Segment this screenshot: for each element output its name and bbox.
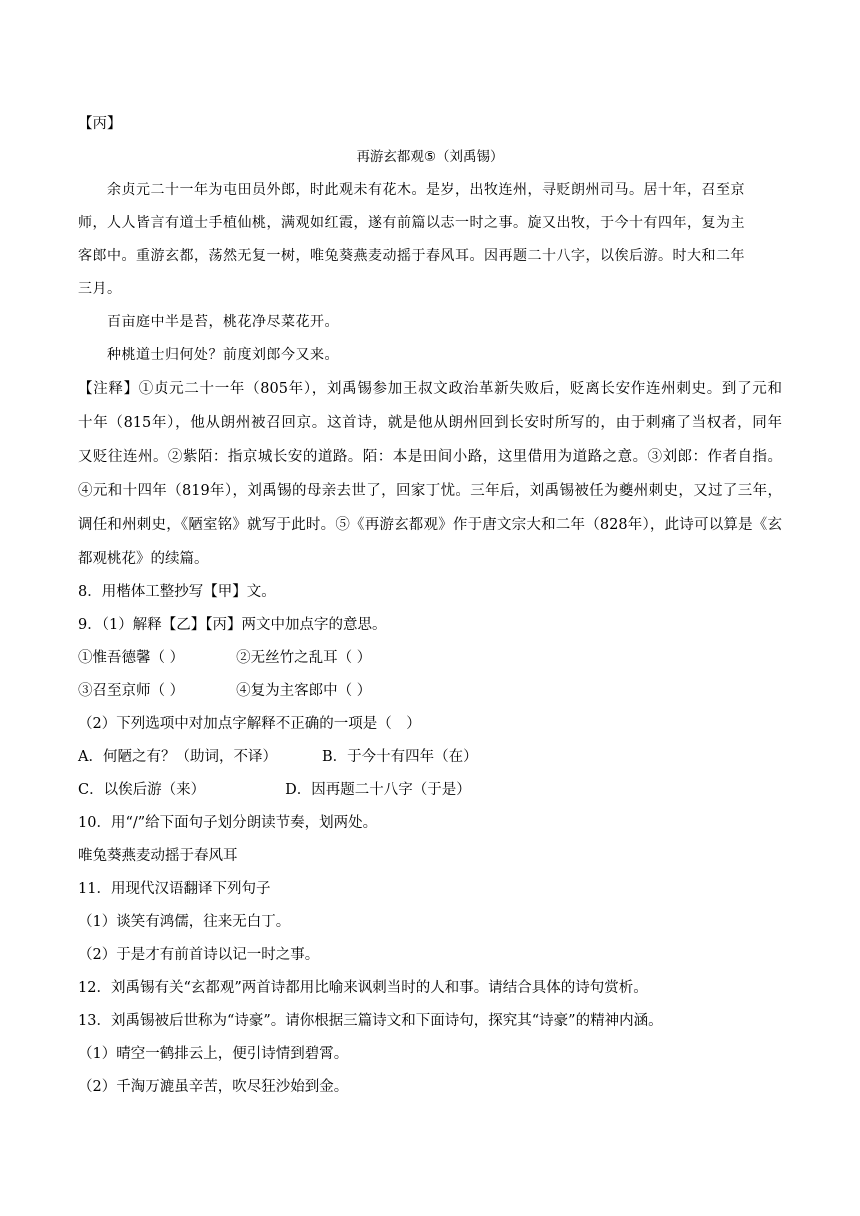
question-9-item-4: ④复为主客郎中（ ） xyxy=(236,683,372,699)
question-9-stem-2: （2）下列选项中对加点字解释不正确的一项是（ ） xyxy=(78,716,421,732)
option-c: C．以俟后游（来） xyxy=(78,782,206,798)
question-9-options-ab xyxy=(78,741,782,774)
question-8: 8．用楷体工整抄写【甲】文。 xyxy=(78,584,276,600)
preface-line: 三月。 xyxy=(78,281,122,297)
note-line: ④元和十四年（819年），刘禹锡的母亲去世了，回家丁忧。三年后，刘禹锡被任为夔州刺史，又过了三年， xyxy=(78,483,782,499)
option-a: A．何陋之有？（助词，不译） xyxy=(78,749,277,765)
note-line: 又贬往连州。②紫陌：指京城长安的道路。陌：本是田间小路，这里借用为道路之意。③刘郎：作者自指。 xyxy=(78,449,782,465)
preface-line: 师，人人皆言有道士手植仙桃，满观如红霞，遂有前篇以志一时之事。旋又出牧，于今十有四年，复为主 xyxy=(78,215,745,231)
poem-line: 百亩庭中半是苔，桃花净尽菜花开。 xyxy=(107,314,339,330)
preface-line: 客郎中。重游玄都，荡然无复一树，唯兔葵燕麦动摇于春风耳。因再题二十八字，以俟后游。时大和二年 xyxy=(78,248,745,264)
poem-title: 再游玄都观⑤（刘禹锡） xyxy=(356,149,504,165)
question-9-item-1: ①惟吾德馨（ ） xyxy=(78,650,185,666)
note-line: 【注释】①贞元二十一年（805年），刘禹锡参加王叔文政治革新失败后，贬离长安作连州刺史。到了元和 xyxy=(78,381,782,397)
question-9-stem: 9．（1）解释【乙】【丙】两文中加点字的意思。 xyxy=(78,617,387,633)
question-13-line-1: （1）晴空一鹤排云上，便引诗情到碧霄。 xyxy=(78,1046,349,1062)
document-page xyxy=(78,108,782,1104)
question-9-row-2 xyxy=(78,675,782,708)
question-11 xyxy=(78,873,782,972)
note-line: 都观桃花》的续篇。 xyxy=(78,551,209,567)
question-11-sentence-1: （1）谈笑有鸿儒，往来无白丁。 xyxy=(78,914,291,930)
note-line: 十年（815年），他从朗州被召回京。这首诗，就是他从朗州回到长安时所写的，由于刺痛了当权者，同年 xyxy=(78,415,782,431)
option-b: B．于今十有四年（在） xyxy=(321,749,478,765)
preface xyxy=(78,174,782,306)
question-9-options-cd xyxy=(78,774,782,807)
question-11-stem: 11．用现代汉语翻译下列句子 xyxy=(78,881,271,897)
question-13-stem: 13．刘禹锡被后世称为“诗豪”。请你根据三篇诗文和下面诗句，探究其“诗豪”的精神内涵。 xyxy=(78,1013,663,1029)
poem-line: 种桃道士归何处？前度刘郎今又来。 xyxy=(107,347,339,363)
poem-body xyxy=(78,306,782,372)
question-11-sentence-2: （2）于是才有前首诗以记一时之事。 xyxy=(78,947,320,963)
question-9 xyxy=(78,609,782,807)
question-12: 12．刘禹锡有关“玄都观”两首诗都用比喻来讽刺当时的人和事。请结合具体的诗句赏析。 xyxy=(78,980,648,996)
question-9-row-1 xyxy=(78,642,782,675)
question-9-item-3: ③召至京师（ ） xyxy=(78,683,185,699)
preface-line: 余贞元二十一年为屯田员外郎，时此观未有花木。是岁，出牧连州，寻贬朗州司马。居十年，召至京 xyxy=(107,182,745,198)
question-10 xyxy=(78,807,782,873)
question-13 xyxy=(78,1005,782,1104)
option-d: D．因再题二十八字（于是） xyxy=(285,782,471,798)
question-10-sentence: 唯兔葵燕麦动摇于春风耳 xyxy=(78,848,238,864)
question-10-stem: 10．用“/”给下面句子划分朗读节奏，划两处。 xyxy=(78,815,378,831)
question-9-item-2: ②无丝竹之乱耳（ ） xyxy=(236,650,372,666)
note-line: 调任和州刺史，《陋室铭》就写于此时。⑤《再游玄都观》作于唐文宗大和二年（828年），此诗可以算是《玄 xyxy=(78,517,782,533)
annotation-notes xyxy=(78,372,782,576)
question-13-line-2: （2）千淘万漉虽辛苦，吹尽狂沙始到金。 xyxy=(78,1079,349,1095)
section-label: 【丙】 xyxy=(78,116,122,132)
